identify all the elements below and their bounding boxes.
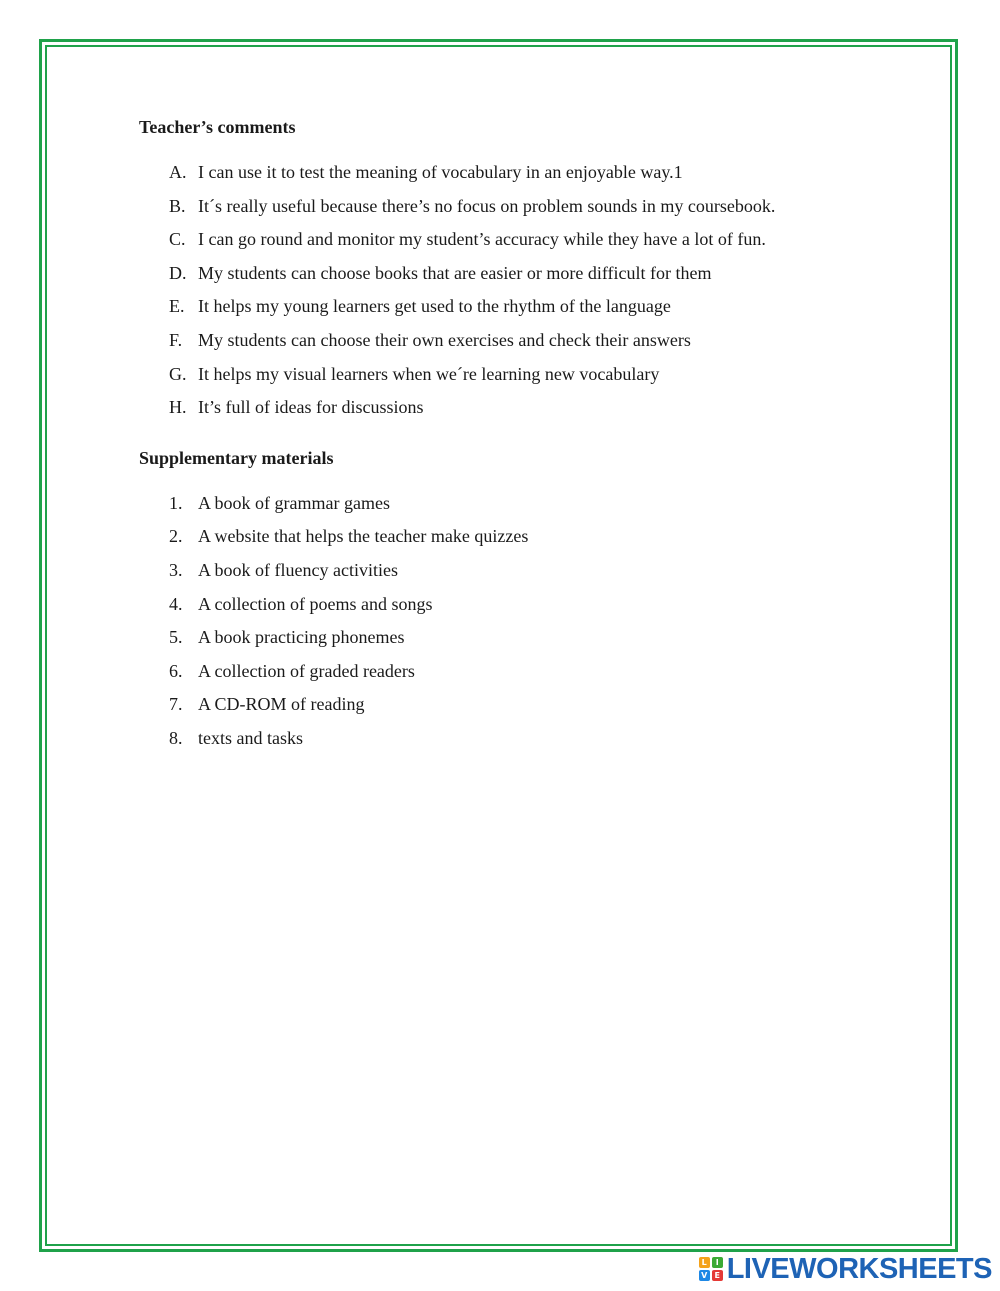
material-item <box>139 487 879 521</box>
list-item-text: My students can choose books that are easier or more difficult for them <box>198 262 712 283</box>
list-item-text: A book practicing phonemes <box>198 627 405 648</box>
list-marker: F. <box>169 329 183 350</box>
supplementary-materials-list <box>139 487 879 756</box>
list-marker: G. <box>169 363 187 384</box>
supplementary-materials-heading: Supplementary materials <box>139 447 334 468</box>
list-item-text: It helps my young learners get used to the rhythm of the language <box>198 296 671 317</box>
brand-text: LIVEWORKSHEETS <box>726 1253 992 1285</box>
list-marker: 6. <box>169 660 183 681</box>
worksheet-content <box>139 112 879 756</box>
list-item-text: A collection of poems and songs <box>198 593 433 614</box>
material-item <box>139 688 879 722</box>
list-item-text: My students can choose their own exercises and check their answers <box>198 329 691 350</box>
list-marker: 2. <box>169 526 183 547</box>
list-marker: C. <box>169 229 186 250</box>
material-item <box>139 621 879 655</box>
list-item-text: It´s really useful because there’s no focus on problem sounds in my coursebook. <box>198 195 776 216</box>
liveworksheets-brand <box>699 1253 992 1285</box>
list-marker: D. <box>169 262 187 283</box>
material-item <box>139 554 879 588</box>
list-marker: 1. <box>169 492 183 513</box>
teacher-comments-list <box>139 156 879 425</box>
logo-tile: E <box>712 1270 723 1281</box>
material-item <box>139 722 879 756</box>
list-item-text: It helps my visual learners when we´re learning new vocabulary <box>198 363 660 384</box>
list-marker: 7. <box>169 694 183 715</box>
list-item-text: I can use it to test the meaning of vocabulary in an enjoyable way.1 <box>198 162 683 182</box>
comment-item <box>139 257 879 291</box>
comment-item <box>139 358 879 392</box>
list-item-text: A website that helps the teacher make quizzes <box>198 526 529 547</box>
list-marker: 3. <box>169 559 183 580</box>
list-item-text: A CD-ROM of reading <box>198 694 365 715</box>
comment-item <box>139 391 879 425</box>
list-item-text: A book of fluency activities <box>198 559 398 580</box>
logo-tile: L <box>699 1257 710 1268</box>
logo-tile: V <box>699 1270 710 1281</box>
list-marker: E. <box>169 296 185 317</box>
list-marker: H. <box>169 397 187 418</box>
list-marker: B. <box>169 195 186 216</box>
liveworksheets-logo-icon <box>699 1257 723 1281</box>
material-item <box>139 655 879 689</box>
list-item-text: A book of grammar games <box>198 492 390 513</box>
list-marker: 5. <box>169 627 183 648</box>
comment-item <box>139 324 879 358</box>
list-marker: A. <box>169 162 187 182</box>
list-item-text: It’s full of ideas for discussions <box>198 397 424 418</box>
list-item-text: I can go round and monitor my student’s accuracy while they have a lot of fun. <box>198 229 766 250</box>
teacher-comments-heading: Teacher’s comments <box>139 117 296 137</box>
list-marker: 8. <box>169 727 183 748</box>
comment-item <box>139 223 879 257</box>
list-item-text: A collection of graded readers <box>198 660 415 681</box>
material-item <box>139 588 879 622</box>
comment-item <box>139 190 879 224</box>
comment-item <box>139 290 879 324</box>
list-marker: 4. <box>169 593 183 614</box>
comment-item <box>139 156 879 190</box>
list-item-text: texts and tasks <box>198 727 303 748</box>
material-item <box>139 520 879 554</box>
logo-tile: I <box>712 1257 723 1268</box>
